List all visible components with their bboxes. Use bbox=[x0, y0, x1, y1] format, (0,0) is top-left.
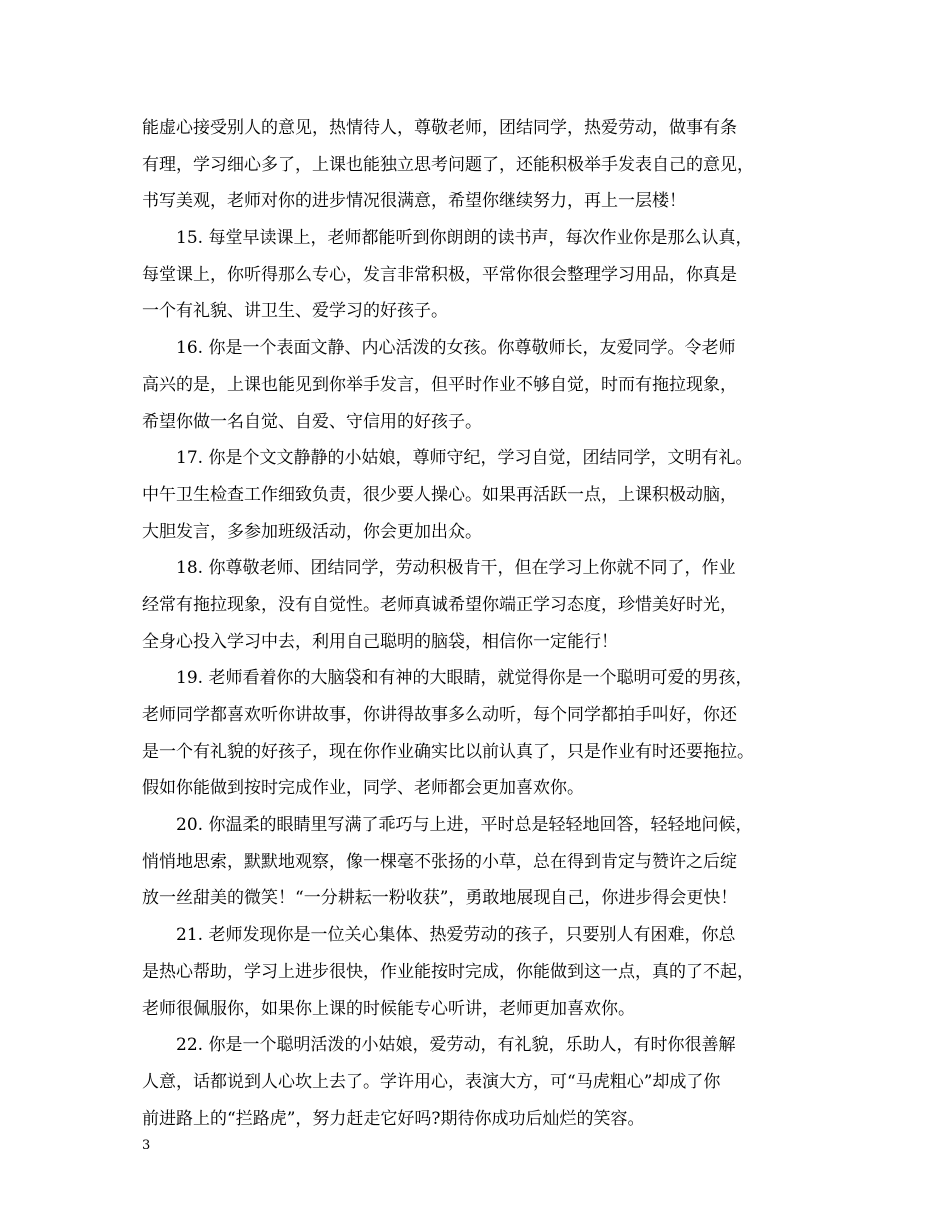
text-line: 15. 每堂早读课上，老师都能听到你朗朗的读书声，每次作业你是那么认真， bbox=[176, 228, 753, 249]
text-line: 是一个有礼貌的好孩子，现在你作业确实比以前认真了，只是作业有时还要拖拉。 bbox=[142, 741, 754, 762]
paragraph-18 bbox=[142, 550, 822, 660]
paragraph-21 bbox=[142, 917, 822, 1027]
text-line: 16. 你是一个表面文静、内心活泼的女孩。你尊敬师长，友爱同学。令老师 bbox=[176, 338, 736, 359]
text-line: 18. 你尊敬老师、团结同学，劳动积极肯干，但在学习上你就不同了，作业 bbox=[176, 558, 736, 579]
paragraph-22 bbox=[142, 1027, 822, 1137]
text-line: 希望你做一名自觉、自爱、守信用的好孩子。 bbox=[142, 411, 482, 432]
text-line: 17. 你是个文文静静的小姑娘，尊师守纪，学习自觉，团结同学，文明有礼。 bbox=[176, 448, 753, 469]
text-line: 经常有拖拉现象，没有自觉性。老师真诚希望你端正学习态度，珍惜美好时光， bbox=[142, 594, 737, 615]
text-line: 大胆发言，多参加班级活动，你会更加出众。 bbox=[142, 521, 482, 542]
text-line: 悄悄地思索，默默地观察，像一棵毫不张扬的小草，总在得到肯定与赞许之后绽 bbox=[142, 851, 737, 872]
text-line: 有理，学习细心多了，上课也能独立思考问题了，还能积极举手发表自己的意见， bbox=[142, 154, 754, 175]
paragraph-continuation bbox=[142, 110, 822, 220]
text-line: 能虚心接受别人的意见，热情待人，尊敬老师，团结同学，热爱劳动，做事有条 bbox=[142, 118, 737, 138]
paragraph-15 bbox=[142, 220, 822, 330]
text-line: 老师同学都喜欢听你讲故事，你讲得故事多么动听，每个同学都拍手叫好，你还 bbox=[142, 705, 737, 725]
paragraph-20 bbox=[142, 807, 822, 917]
text-line: 19. 老师看着你的大脑袋和有神的大眼睛，就觉得你是一个聪明可爱的男孩， bbox=[176, 668, 753, 689]
text-line: 书写美观，老师对你的进步情况很满意，希望你继续努力，再上一层楼！ bbox=[142, 191, 686, 212]
text-line: 假如你能做到按时完成作业，同学、老师都会更加喜欢你。 bbox=[142, 778, 584, 799]
text-line: 20. 你温柔的眼睛里写满了乖巧与上进，平时总是轻轻地回答，轻轻地问候， bbox=[176, 815, 753, 836]
paragraph-16 bbox=[142, 330, 822, 440]
text-line: 21. 老师发现你是一位关心集体、热爱劳动的孩子，只要别人有困难，你总 bbox=[176, 925, 736, 946]
text-line: 中午卫生检查工作细致负责，很少要人操心。如果再活跃一点，上课积极动脑， bbox=[142, 484, 737, 505]
text-line: 前进路上的“拦路虎”，努力赶走它好吗?期待你成功后灿烂的笑容。 bbox=[142, 1108, 645, 1129]
text-line: 每堂课上，你听得那么专心，发言非常积极，平常你很会整理学习用品，你真是 bbox=[142, 264, 737, 285]
page-number: 3 bbox=[142, 1138, 151, 1153]
text-line: 放一丝甜美的微笑！“一分耕耘一粉收获”，勇敢地展现自己，你进步得会更快！ bbox=[142, 888, 738, 909]
paragraph-17 bbox=[142, 440, 822, 550]
paragraph-19 bbox=[142, 660, 822, 807]
text-line: 22. 你是一个聪明活泼的小姑娘，爱劳动，有礼貌，乐助人，有时你很善解 bbox=[176, 1035, 736, 1056]
text-line: 高兴的是，上课也能见到你举手发言，但平时作业不够自觉，时而有拖拉现象， bbox=[142, 374, 737, 395]
text-line: 老师很佩服你，如果你上课的时候能专心听讲，老师更加喜欢你。 bbox=[142, 998, 635, 1019]
text-line: 人意，话都说到人心坎上去了。学许用心，表演大方，可“马虎粗心”却成了你 bbox=[142, 1071, 721, 1092]
text-line: 一个有礼貌、讲卫生、爱学习的好孩子。 bbox=[142, 301, 448, 322]
text-line: 全身心投入学习中去，利用自己聪明的脑袋，相信你一定能行！ bbox=[142, 631, 618, 652]
document-body bbox=[142, 110, 822, 1137]
text-line: 是热心帮助，学习上进步很快，作业能按时完成，你能做到这一点，真的了不起， bbox=[142, 961, 754, 982]
